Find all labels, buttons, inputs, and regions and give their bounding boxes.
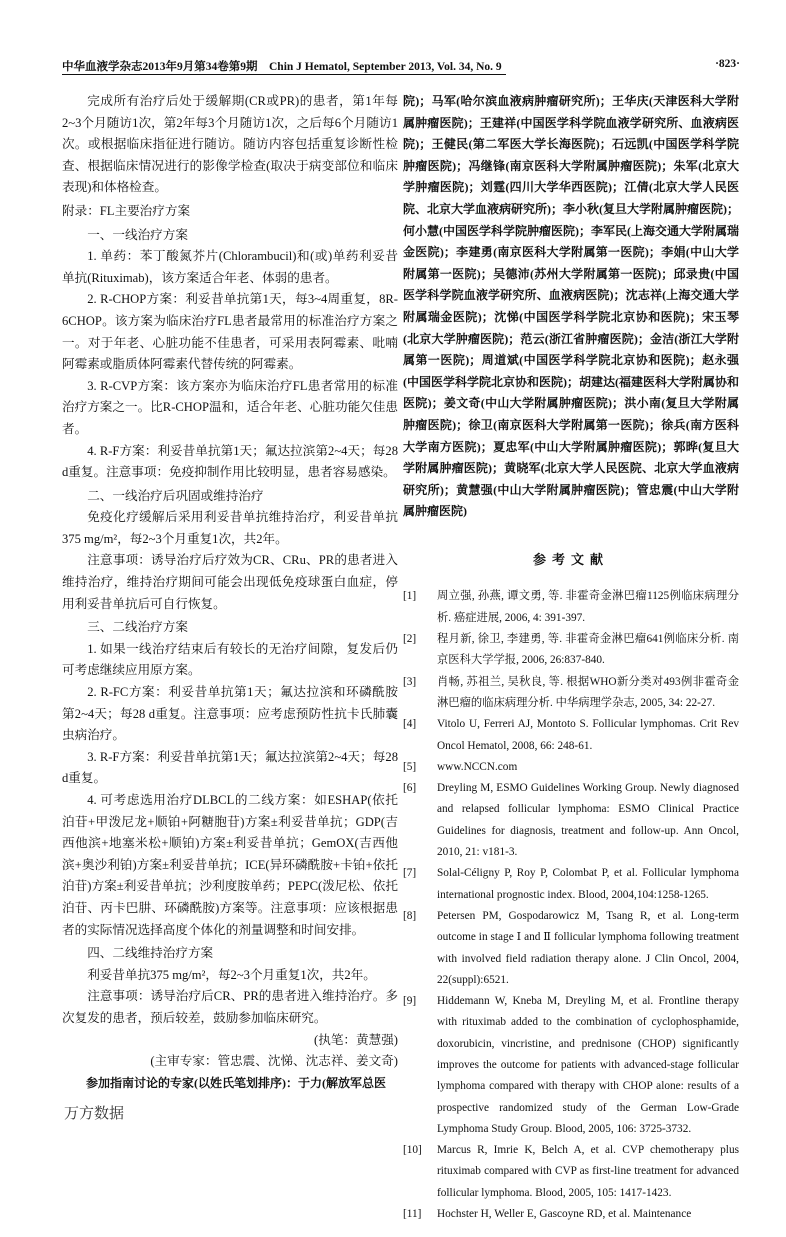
reference-item [403,586,739,629]
reference-text: 程月新, 徐卫, 李建勇, 等. 非霍奇金淋巴瘤641例临床分析. 南京医科大学学报, 2006, 26:837-840. [437,633,739,667]
section-heading: 三、二线治疗方案 [87,620,188,635]
paragraph: 2. R-FC方案：利妥昔单抗第1天；氟达拉滨和环磷酰胺第2~4天；每28 d重复。注意事项：应考虑预防性抗卡氏肺囊虫病治疗。 [62,685,398,743]
paragraph: 4. 可考虑选用治疗DLBCL的二线方案：如ESHAP(依托泊苷+甲泼尼龙+顺铂+阿糖胞苷)方案±利妥昔单抗；GDP(吉西他滨+地塞米松+顺铂)方案±利妥昔单抗；GemOX(吉西他滨+奥沙利铂)方案±利妥昔单抗；ICE(异环磷酰胺+卡铂+依托泊苷)方案±利妥昔单抗；沙利度胺单药；PEPC(泼尼松、依托泊苷、丙卡巴肼、环磷酰胺)方案等。注意事项：应该根据患者的实际情况选择高度个体化的剂量调整和时间安排。 [62,793,398,937]
reference-number: [11] [403,1208,422,1221]
paragraph: 3. R-CVP方案：该方案亦为临床治疗FL患者常用的标准治疗方案之一。比R-CHOP温和，适合年老、心脏功能欠佳患者。 [62,378,398,436]
journal-citation: 中华血液学杂志2013年9月第34卷第9期 Chin J Hematol, September 2013, Vol. 34, No. 9 [62,58,506,75]
reference-item [403,1204,739,1225]
reference-item [403,714,739,757]
paragraph: 利妥昔单抗375 mg/m²，每2~3个月重复1次，共2年。 [87,967,376,982]
reference-number: [7] [403,867,417,880]
left-column [62,91,398,1094]
participants-list-start: 参加指南讨论的专家(以姓氏笔划排序)：于力(解放军总医 [86,1075,386,1090]
reference-text: Dreyling M, ESMO Guidelines Working Group. Newly diagnosed and relapsed follicular lymphoma: ESMO Clinical Practice Guidelines for diagnosis, treatment and follow-up. Ann Oncol, 2010, 21: v181-3. [437,782,739,859]
reference-number: [6] [403,782,417,795]
section-heading: 四、二线维持治疗方案 [87,946,214,961]
reference-item [403,906,739,991]
paragraph: 4. R-F方案：利妥昔单抗第1天；氟达拉滨第2~4天；每28 d重复。注意事项：免疫抑制作用比较明显，患者容易感染。 [62,443,398,480]
appendix-title: 附录：FL主要治疗方案 [62,203,191,218]
right-column [403,91,739,1225]
reference-number: [10] [403,1144,422,1157]
reference-number: [2] [403,633,417,646]
paragraph: 免疫化疗缓解后采用利妥昔单抗维持治疗，利妥昔单抗375 mg/m²，每2~3个月重复1次，共2年。 [62,510,398,546]
paragraph: 3. R-F方案：利妥昔单抗第1天；氟达拉滨第2~4天；每28 d重复。 [62,749,398,786]
reference-item [403,672,739,715]
reference-text: Marcus R, Imrie K, Belch A, et al. CVP chemotherapy plus rituximab compared with CVP as first-line treatment for advanced follicular lymphoma. Blood, 2005, 105: 1417-1423. [437,1144,739,1199]
reference-number: [3] [403,675,417,688]
reference-number: [1] [403,590,417,603]
intro-paragraph: 完成所有治疗后处于缓解期(CR或PR)的患者，第1年每2~3个月随访1次，第2年每3个月随访1次，之后每6个月随访1次。或根据临床指征进行随访。随访内容包括重复诊断性检查、根据临床情况进行的影像学检查(取决于病变部位和临床表现)和体格检查。 [62,94,398,195]
watermark: 万方数据 [64,1104,125,1122]
reference-text: Hiddemann W, Kneba M, Dreyling M, et al. Frontline therapy with rituximab added to the combination of cyclophosphamide, doxorubicin, vincristine, and prednisone (CHOP) significantly improves the outcome for patients with advanced-stage follicular lymphoma compared with therapy with CHOP alone: results of a prospective randomized study of the German Low-Grade Lymphoma Study Group. Blood, 2005, 106: 3725-3732. [437,995,739,1135]
reference-item [403,757,739,778]
reference-text: Hochster H, Weller E, Gascoyne RD, et al. Maintenance [437,1208,692,1221]
reference-item [403,778,739,863]
reference-text: 周立强, 孙燕, 谭文勇, 等. 非霍奇金淋巴瘤1125例临床病理分析. 癌症进展, 2006, 4: 391-397. [437,590,739,624]
reference-item [403,863,739,906]
references-heading: 参考文献 [532,551,609,567]
reference-text: Solal-Céligny P, Roy P, Colombat P, et al. Follicular lymphoma international prognostic index. Blood, 2004,104:1258-1265. [437,867,739,901]
paragraph: 注意事项：诱导治疗后疗效为CR、CRu、PR的患者进入维持治疗，维持治疗期间可能会出现低免疫球蛋白血症，停用利妥昔单抗后可自行恢复。 [62,553,398,611]
reference-text: www.NCCN.com [437,760,518,773]
reference-text: Petersen PM, Gospodarowicz M, Tsang R, et al. Long-term outcome in stage Ⅰ and Ⅱ follicular lymphoma following treatment with involved field radiation therapy alone. J Clin Oncol, 2004, 22(suppl):6521. [437,909,739,986]
paragraph: 1. 单药：苯丁酸氮芥片(Chlorambucil)和(或)单药利妥昔单抗(Rituximab)，该方案适合年老、体弱的患者。 [62,249,398,285]
reference-text: 肖畅, 苏祖兰, 吴秋良, 等. 根据WHO新分类对493例非霍奇金淋巴瘤的临床病理分析. 中华病理学杂志, 2005, 34: 22-27. [437,675,739,709]
paragraph: 1. 如果一线治疗结束后有较长的无治疗间隙，复发后仍可考虑继续应用原方案。 [62,641,398,678]
page-number: ·823· [715,58,740,70]
reference-number: [8] [403,909,417,922]
participants-list-continued: 院)；马军(哈尔滨血液病肿瘤研究所)；王华庆(天津医科大学附属肿瘤医院)；王建祥(中国医学科学院血液学研究所、血液病医院)；王健民(第二军医大学长海医院)；石远凯(中国医学科学院肿瘤医院)；冯继锋(南京医科大学附属肿瘤医院)；朱军(北京大学肿瘤医院)；刘霆(四川大学华西医院)；江倩(北京大学人民医院、北京大学血液病研究所)；李小秋(复旦大学附属肿瘤医院)；何小慧(中国医学科学院肿瘤医院)；李军民(上海交通大学附属瑞金医院)；李建勇(南京医科大学附属第一医院)；李娟(中山大学附属第一医院)；吴德沛(苏州大学附属第一医院)；邱录贵(中国医学科学院血液学研究所、血液病医院)；沈志祥(上海交通大学附属瑞金医院)；沈悌(中国医学科学院北京协和医院)；宋玉琴(北京大学肿瘤医院)；范云(浙江省肿瘤医院)；金洁(浙江大学附属第一医院)；周道斌(中国医学科学院北京协和医院)；赵永强(中国医学科学院北京协和医院)；胡建达(福建医科大学附属协和医院)；姜文奇(中山大学附属肿瘤医院)；洪小南(复旦大学附属肿瘤医院)；徐卫(南京医科大学附属第一医院)；徐兵(南方医科大学南方医院)；夏忠军(中山大学附属肿瘤医院)；郭晔(复旦大学附属肿瘤医院)；黄晓军(北京大学人民医院、北京大学血液病研究所)；黄慧强(中山大学附属肿瘤医院)；管忠震(中山大学附属肿瘤医院) [403,94,739,519]
paragraph: 2. R-CHOP方案：利妥昔单抗第1天，每3~4周重复，8R-6CHOP。该方案为临床治疗FL患者最常用的标准治疗方案之一。对于年老、心脏功能不佳患者，可采用表阿霉素、吡喃阿霉素或脂质体阿霉素代替传统的阿霉素。 [62,292,398,372]
section-heading: 一、一线治疗方案 [87,227,188,242]
reference-text: Vitolo U, Ferreri AJ, Montoto S. Follicular lymphomas. Crit Rev Oncol Hematol, 2008, 66: 248-61. [437,718,739,752]
author-note: (执笔：黄慧强) [314,1032,398,1047]
reviewers-note: (主审专家：管忠震、沈悌、沈志祥、姜文奇) [150,1054,398,1069]
reference-number: [9] [403,995,417,1008]
reference-item [403,1140,739,1204]
reference-list [403,586,739,1225]
reference-item [403,629,739,672]
reference-item [403,991,739,1140]
section-heading: 二、一线治疗后巩固或维持治疗 [87,488,264,503]
reference-number: [4] [403,718,417,731]
running-header [62,58,740,75]
paragraph: 注意事项：诱导治疗后CR、PR的患者进入维持治疗。多次复发的患者，预后较差，鼓励参加临床研究。 [62,989,398,1025]
reference-number: [5] [403,760,417,773]
